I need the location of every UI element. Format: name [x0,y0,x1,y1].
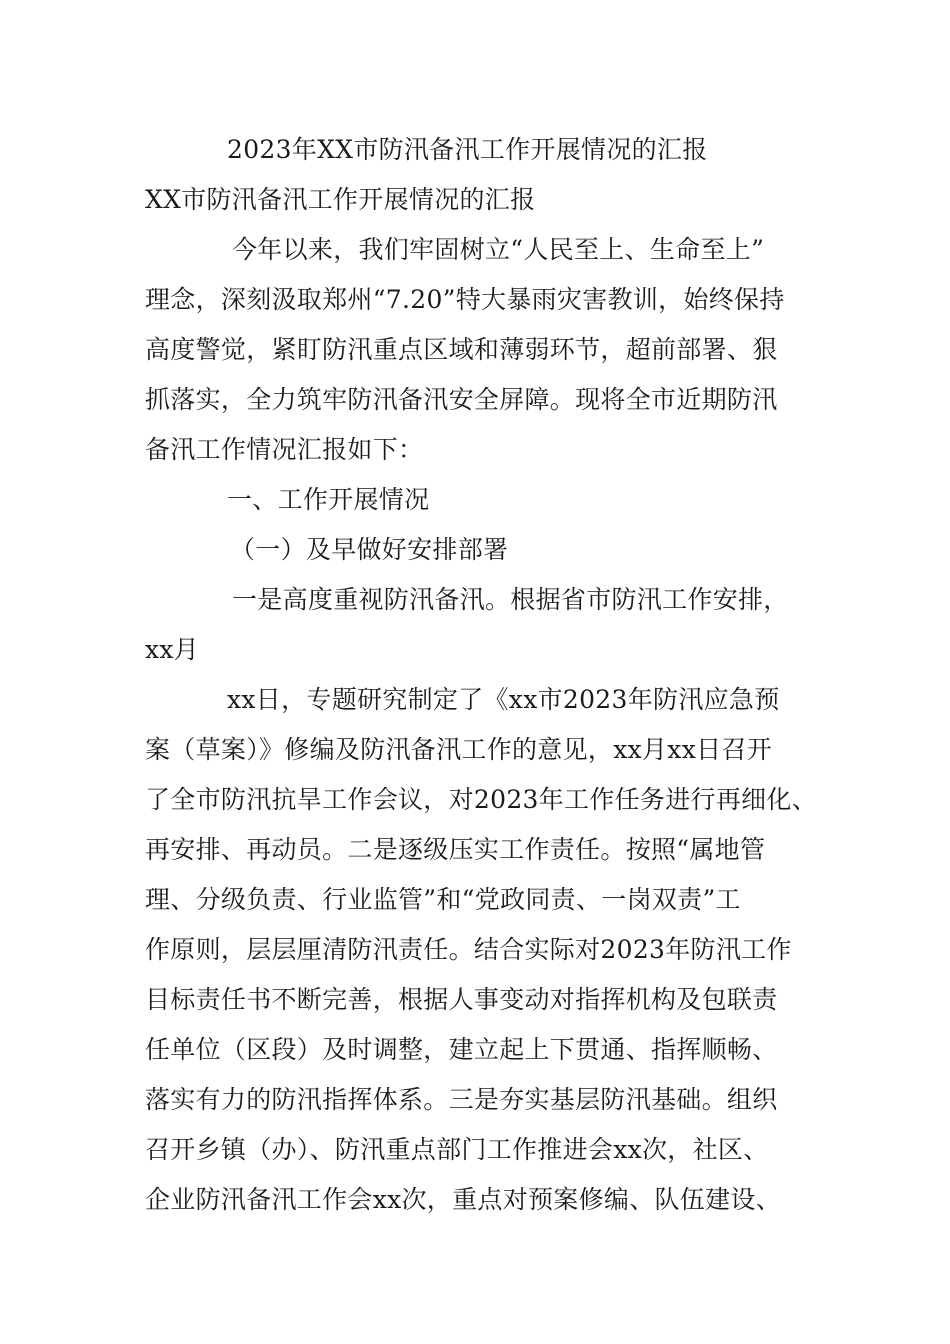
body-line: 理念，深刻汲取郑州“7.20”特大暴雨灾害教训，始终保持 [145,285,785,314]
body-line: 理、分级负责、行业监管”和“党政同责、一岗双责”工 [145,885,741,914]
body-line: 目标责任书不断完善，根据人事变动对指挥机构及包联责 [145,985,778,1014]
body-line: 今年以来，我们牢固树立“人民至上、生命至上” [232,235,765,264]
body-line: 案（草案）》修编及防汛备汛工作的意见，xx月xx日召开 [145,735,772,764]
body-line: 抓落实，全力筑牢防汛备汛安全屏障。现将全市近期防汛 [145,385,778,414]
body-line: 备汛工作情况汇报如下： [145,435,424,464]
body-line: 任单位（区段）及时调整，建立起上下贯通、指挥顺畅、 [145,1035,778,1064]
body-line: 高度警觉，紧盯防汛重点区域和薄弱环节，超前部署、狠 [145,335,778,364]
body-line: xx日，专题研究制定了《xx市2023年防汛应急预 [227,685,780,714]
body-line: 企业防汛备汛工作会xx次，重点对预案修编、队伍建设、 [145,1185,782,1214]
document-title: 2023年XX市防汛备汛工作开展情况的汇报 [227,135,708,164]
body-line: 召开乡镇（办）、防汛重点部门工作推进会xx次，社区、 [145,1135,769,1164]
body-line: 再安排、再动员。二是逐级压实工作责任。按照“属地管 [145,835,766,864]
document-subtitle: XX市防汛备汛工作开展情况的汇报 [145,185,536,214]
body-line: xx月 [145,635,200,664]
section-heading: 一、工作开展情况 [227,485,430,514]
body-line: 作原则，层层厘清防汛责任。结合实际对2023年防汛工作 [145,935,792,964]
body-line: 一是高度重视防汛备汛。根据省市防汛工作安排， [232,585,789,614]
body-line: 了全市防汛抗旱工作会议，对2023年工作任务进行再细化、 [145,785,818,814]
subsection-heading: （一）及早做好安排部署 [230,535,509,564]
body-line: 落实有力的防汛指挥体系。三是夯实基层防汛基础。组织 [145,1085,778,1114]
